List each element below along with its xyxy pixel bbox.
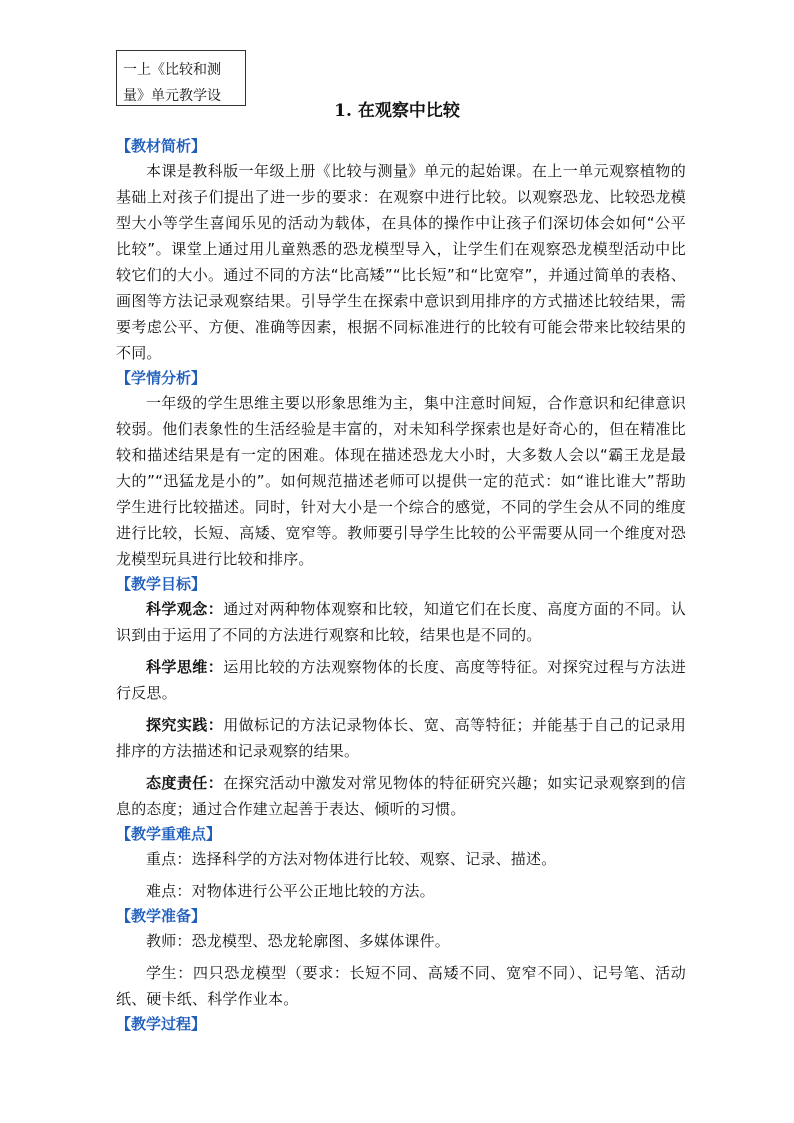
heading-zhongnan: 【教学重难点】 — [116, 825, 222, 843]
objective-item — [116, 770, 686, 822]
objective-label: 科学观念： — [146, 600, 224, 618]
objective-label: 态度责任： — [146, 774, 224, 792]
student-preparation: 学生：四只恐龙模型（要求：长短不同、高矮不同、宽窄不同）、记号笔、活动纸、硬卡纸、科学作业本。 — [116, 964, 686, 1008]
paragraph-jiaocai: 本课是教科版一年级上册《比较与测量》单元的起始课。在上一单元观察植物的基础上对孩子们提出了进一步的要求：在观察中进行比较。以观察恐龙、比较恐龙模型大小等学生喜闻乐见的活动为载体，在具体的操作中让孩子们深切体会如何“公平比较”。课堂上通过用儿童熟悉的恐龙模型导入，让学生们在观察恐龙模型活动中比较它们的大小。通过不同的方法“比高矮”“比长短”和“比宽窄”，并通过简单的表格、画图等方法记录观察结果。引导学生在探索中意识到用排序的方式描述比较结果，需要考虑公平、方便、准确等因素，根据不同标准进行的比较有可能会带来比较结果的不同。 — [116, 162, 686, 362]
heading-zhunbei: 【教学准备】 — [116, 907, 207, 925]
unit-tag-line-2: 量》单元教学设 — [123, 88, 221, 104]
objective-item — [116, 596, 686, 648]
teacher-preparation: 教师：恐龙模型、恐龙轮廓图、多媒体课件。 — [146, 932, 451, 950]
document-body — [116, 134, 686, 1036]
objective-item — [116, 712, 686, 764]
objective-item — [116, 654, 686, 706]
key-point: 重点：选择科学的方法对物体进行比较、观察、记录、描述。 — [146, 850, 557, 868]
objective-text: 通过对两种物体观察和比较，知道它们在长度、高度方面的不同。认识到由于运用了不同的方法进行观察和比较，结果也是不同的。 — [116, 600, 686, 644]
unit-tag-line-1: 一上《比较和测 — [123, 62, 221, 78]
objective-text: 在探究活动中激发对常见物体的特征研究兴趣；如实记录观察到的信息的态度；通过合作建立起善于表达、倾听的习惯。 — [116, 774, 686, 818]
difficult-point: 难点：对物体进行公平公正地比较的方法。 — [146, 882, 435, 900]
heading-jiaocai: 【教材简析】 — [116, 137, 207, 155]
objective-label: 探究实践： — [146, 716, 224, 734]
objective-label: 科学思维： — [146, 658, 224, 676]
heading-mubiao: 【教学目标】 — [116, 575, 207, 593]
heading-xueqing: 【学情分析】 — [116, 369, 207, 387]
page-title: 1. 在观察中比较 — [334, 101, 460, 121]
paragraph-xueqing: 一年级的学生思维主要以形象思维为主，集中注意时间短，合作意识和纪律意识较弱。他们表象性的生活经验是丰富的，对未知科学探索也是好奇心的，但在精准比较和描述结果是有一定的困难。体现在描述恐龙大小时，大多数人会以“霸王龙是最大的”“迅猛龙是小的”。如何规范描述老师可以提供一定的范式：如“谁比谁大”帮助学生进行比较描述。同时，针对大小是一个综合的感觉，不同的学生会从不同的维度进行比较，长短、高矮、宽窄等。教师要引导学生比较的公平需要从同一个维度对恐龙模型玩具进行比较和排序。 — [116, 394, 686, 568]
heading-guocheng: 【教学过程】 — [116, 1015, 207, 1033]
objective-text: 运用比较的方法观察物体的长度、高度等特征。对探究过程与方法进行反思。 — [116, 658, 686, 702]
objective-text: 用做标记的方法记录物体长、宽、高等特征；并能基于自己的记录用排序的方法描述和记录观察的结果。 — [116, 716, 686, 760]
